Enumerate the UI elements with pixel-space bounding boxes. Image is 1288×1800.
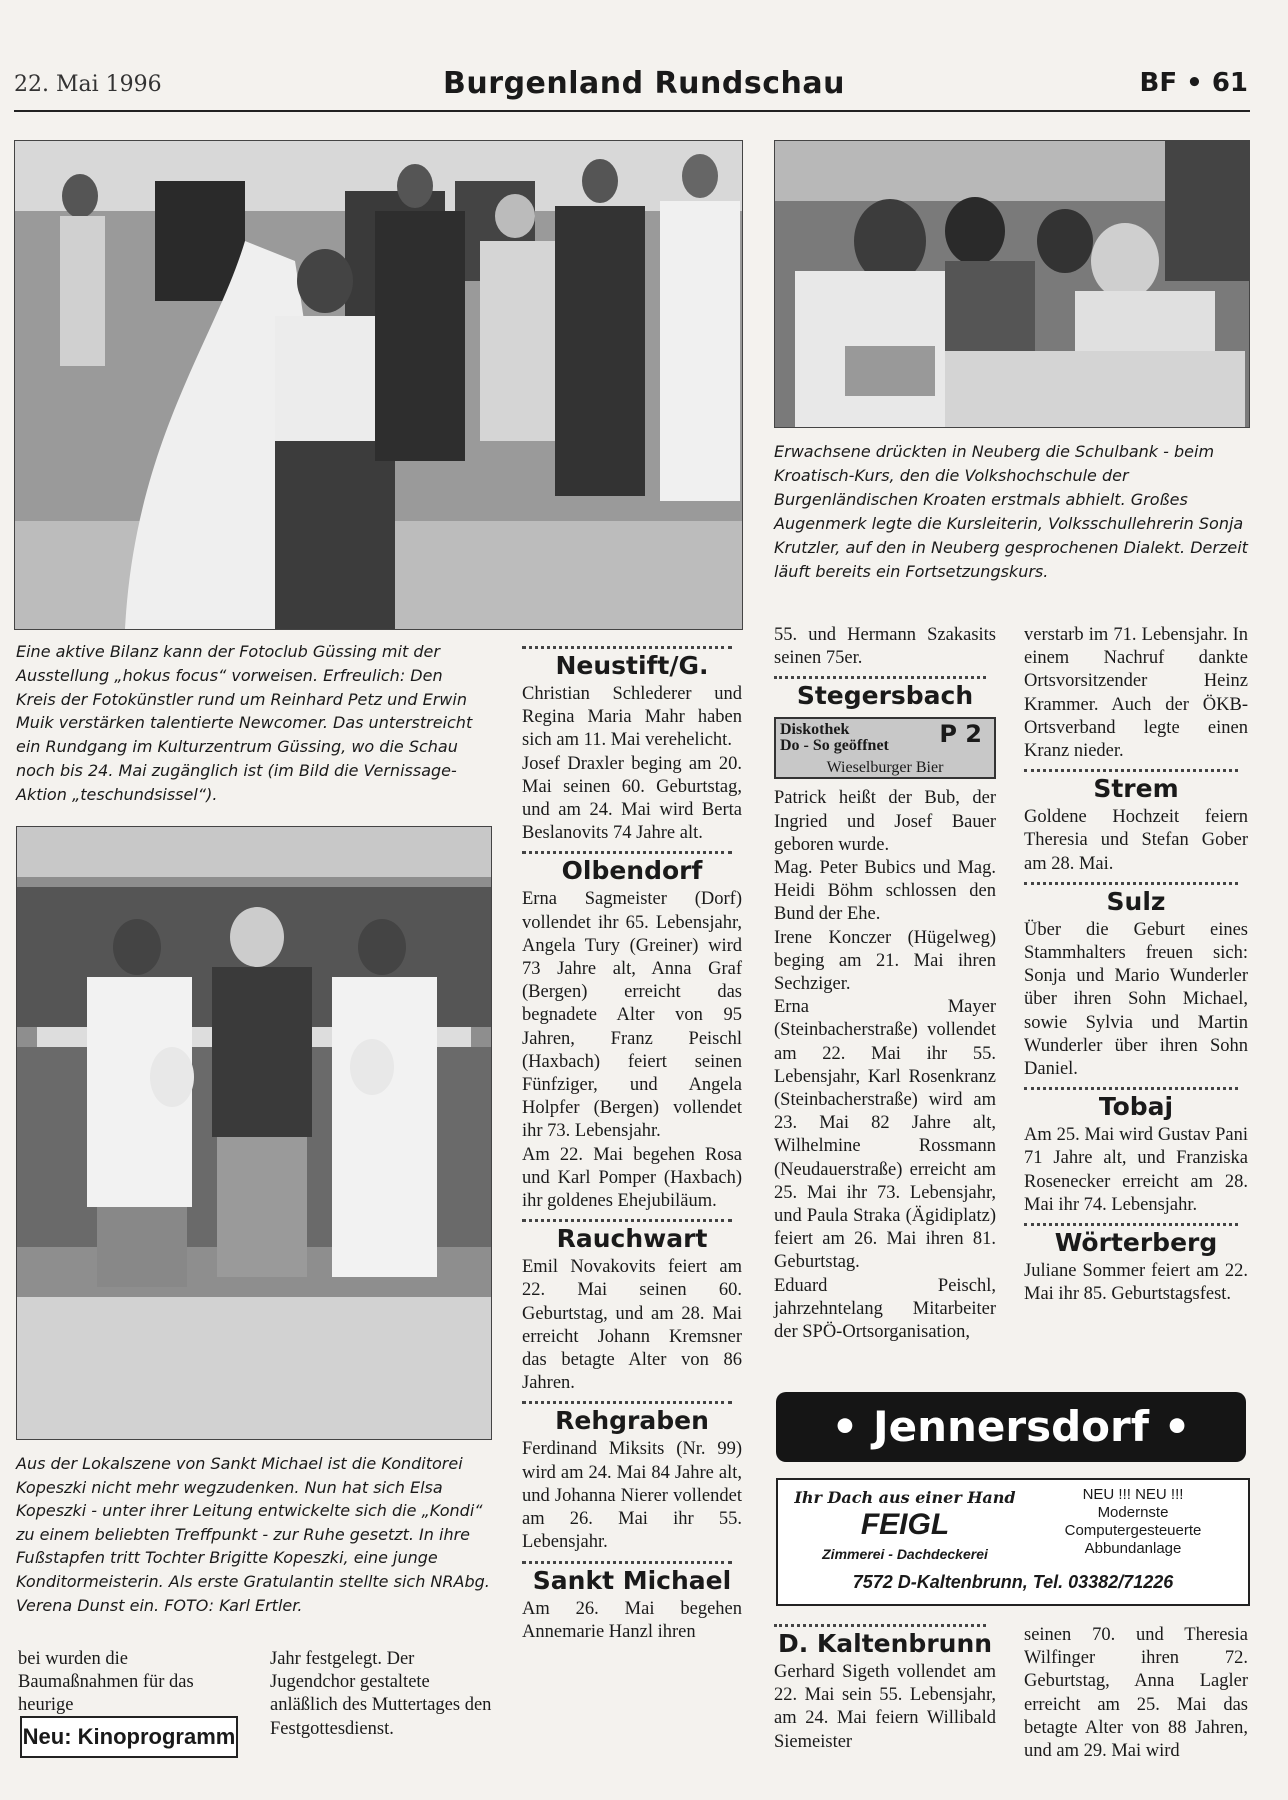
newspaper-title: Burgenland Rundschau [443,66,845,101]
stegersbach-text-1: Patrick heißt der Bub, der Ingried und Josef Bauer geboren wurde. [774,788,996,855]
kaltenbrunn-text: Gerhard Sigeth vollendet am 22. Mai sein 55. Lebensjahr, am 24. Mai feiern Willibald Siemeister [774,1662,996,1752]
neustift-text-1: Christian Schlederer und Regina Maria Mahr haben sich am 11. Mai verehelicht. [522,684,742,751]
heading-strem: Strem [1093,774,1179,804]
ad-feigl-new-4: Abbundanlage [1084,1540,1182,1557]
rehgraben-text: Ferdinand Miksits (Nr. 99) wird am 24. Mai 84 Jahre alt, und Johanna Nierer vollendet am 26. Mai ihr 55. Lebensjahr. [522,1439,742,1553]
caption-sankt-michael: Aus der Lokalszene von Sankt Michael ist die Konditorei Kopeszki nicht mehr wegzudenken. Nun hat sich Elsa Kopeszki - unter ihrer Leitung entwickelte sich die „Kondi“ zu einem beliebten Treffpunkt - zur Ruhe gesetzt. In ihre Fußstapfen tritt Tochter Brigitte Kopeszki, eine junge Konditormeisterin. Als erste Gratulantin stellte sich NRAbg. Verena Dunst ein. FOTO: Karl Ertler. [16,1454,490,1615]
stegersbach-text-5: Eduard Peischl, jahrzehntelang Mitarbeiter der SPÖ-Ortsorganisation, [774,1275,996,1343]
jennersdorf-banner: • Jennersdorf • [776,1392,1246,1462]
ad-diskothek-line3: Wieselburger Bier [826,759,944,777]
ad-feigl-news [1028,1486,1238,1558]
kaltenbrunn-col4 [774,1618,996,1754]
stegersbach-text-2: Mag. Peter Bubics und Mag. Heidi Böhm schlossen den Bund der Ehe. [774,858,996,925]
kaltenbrunn-col5 [1024,1624,1248,1763]
separator [522,1219,732,1222]
ad-feigl-sub: Zimmerei - Dachdeckerei [822,1546,988,1562]
header-rule [14,110,1250,112]
heading-neustift: Neustift/G. [555,651,709,680]
bottom-left-col2-text: Jahr festgelegt. Der Jugendchor gestaltete anläßlich des Muttertages den Festgottesdienst. [270,1649,492,1739]
column-3 [522,640,742,1644]
column-5 [1024,624,1248,1306]
kinoprogramm-label: Neu: Kinoprogramm [22,1724,236,1749]
page-number: BF • 61 [1139,68,1248,98]
heading-kaltenbrunn: D. Kaltenbrunn [777,1629,993,1658]
col5-top-text: verstarb im 71. Lebensjahr. In einem Nachruf dankte Ortsvorsitzender Heinz Krammer. Auch der ÖKB-Ortsverband legte einen Kranz nieder. [1024,625,1248,762]
woerterberg-text: Juliane Sommer feiert am 22. Mai ihr 85. Geburtstagsfest. [1024,1261,1248,1305]
ad-diskothek-line1: Diskothek [780,721,850,739]
separator [522,1561,732,1564]
heading-woerterberg: Wörterberg [1054,1228,1218,1258]
caption-guessing: Eine aktive Bilanz kann der Fotoclub Güssing mit der Ausstellung „hokus focus“ vorweisen. Erfreulich: Den Kreis der Fotokünstler rund um Reinhard Petz und Erwin Muik verstärken talentierte Newcomer. Das unterstreicht ein Rundgang im Kulturzentrum Güssing, wo die Schau noch bis 24. Mai zugänglich ist (im Bild die Vernissage-Aktion „teschundsissel“). [16,642,473,804]
heading-rauchwart: Rauchwart [556,1224,708,1254]
heading-sulz: Sulz [1106,886,1166,916]
strem-text: Goldene Hochzeit feiern Theresia und Stefan Gober am 28. Mai. [1024,807,1248,874]
rauchwart-text: Emil Novakovits feiert am 22. Mai seinen 60. Geburtstag, und am 28. Mai erreicht Johann Kremsner das betagte Alter von 86 Jahren. [522,1257,742,1394]
separator [522,646,732,649]
ad-diskothek-p2 [774,717,996,779]
bottom-left-col1-text: bei wurden die Baumaßnahmen für das heurige [18,1649,194,1716]
separator [1024,1087,1238,1090]
caption-neuberg: Erwachsene drückten in Neuberg die Schulbank - beim Kroatisch-Kurs, den die Volkshochschule der Burgenländischen Kroaten erstmals abhielt. Großes Augenmerk legte die Kursleiterin, Volksschullehrerin Sonja Krutzler, auf den in Neuberg gesprochenen Dialekt. Derzeit läuft bereits ein Fortsetzungskurs. [774,442,1248,581]
ad-feigl-slogan: Ihr Dach aus einer Hand [794,1488,1016,1507]
olbendorf-text-2: Am 22. Mai begehen Rosa und Karl Pomper (Haxbach) ihr goldenes Ehejubiläum. [522,1144,742,1212]
heading-stegersbach: Stegersbach [796,681,974,711]
photo-kroatisch-kurs [774,140,1250,428]
col4-top-text: 55. und Hermann Szakasits seinen 75er. [774,625,996,669]
separator [522,851,732,854]
ad-feigl [776,1478,1250,1606]
separator [1024,769,1238,772]
kinoprogramm-box[interactable] [20,1716,238,1758]
ad-p2-logo: P 2 [939,720,982,749]
neustift-text-2: Josef Draxler beging am 20. Mai seinen 60. Geburtstag, und am 24. Mai wird Berta Beslanovits 74 Jahre alt. [522,753,742,844]
heading-sankt-michael: Sankt Michael [532,1565,732,1595]
column-4 [774,624,996,1344]
stegersbach-text-3: Irene Konczer (Hügelweg) beging am 21. Mai ihren Sechziger. [774,927,996,995]
heading-rehgraben: Rehgraben [555,1406,709,1436]
ad-feigl-new-1: NEU !!! NEU !!! [1082,1486,1184,1503]
olbendorf-text-1: Erna Sagmeister (Dorf) vollendet ihr 65. Lebensjahr, Angela Tury (Greiner) wird 73 Jahre alt, Anna Graf (Bergen) erreicht das begnadete Alter von 95 Jahren, Franz Peischl (Haxbach) feiert seinen Fünfziger, und Angela Holpfer (Bergen) vollendet ihr 73. Lebensjahr. [522,889,742,1142]
photo-konditorei [16,826,492,1440]
tobaj-text: Am 25. Mai wird Gustav Pani 71 Jahre alt, und Franziska Rosenecker erreicht am 28. Mai ihr 74. Lebensjahr. [1024,1125,1248,1215]
separator [1024,1223,1238,1226]
issue-date: 22. Mai 1996 [14,72,162,97]
separator [774,1624,986,1627]
stegersbach-text-4: Erna Mayer (Steinbacherstraße) vollendet am 22. Mai ihr 55. Lebensjahr, Karl Rosenkranz (Steinbacherstraße) wird am 23. Mai 82 Jahre alt, Wilhelmine Rossmann (Neudauerstraße) erreicht am 25. Mai ihr 73. Lebensjahr, und Paula Straka (Ägidiplatz) feiert am 26. Mai ihren 81. Geburtstag. [774,997,996,1273]
separator [1024,882,1238,885]
sankt-michael-text: Am 26. Mai begehen Annemarie Hanzl ihren [522,1598,742,1642]
heading-olbendorf: Olbendorf [561,856,703,886]
ad-feigl-new-3: Computergesteuerte [1064,1522,1202,1539]
ad-feigl-new-2: Modernste [1097,1504,1169,1521]
separator [522,1401,732,1404]
photo-exhibition [14,140,743,630]
heading-tobaj: Tobaj [1098,1092,1174,1122]
kaltenbrunn-col5-text: seinen 70. und Theresia Wilfinger ihren 72. Geburtstag, Anna Lagler erreicht am 25. Mai das betagte Alter von 88 Jahren, und am 29. Mai wird [1024,1625,1248,1762]
ad-feigl-name: FEIGL [860,1508,950,1541]
ad-diskothek-line2: Do - So geöffnet [780,737,889,755]
ad-feigl-address: 7572 D-Kaltenbrunn, Tel. 03382/71226 [852,1572,1174,1592]
sulz-text: Über die Geburt eines Stammhalters freuen sich: Sonja und Mario Wunderler über ihren Sohn Michael, sowie Sylvia und Martin Wunderler über ihren Sohn Daniel. [1024,919,1248,1080]
separator [774,676,986,679]
